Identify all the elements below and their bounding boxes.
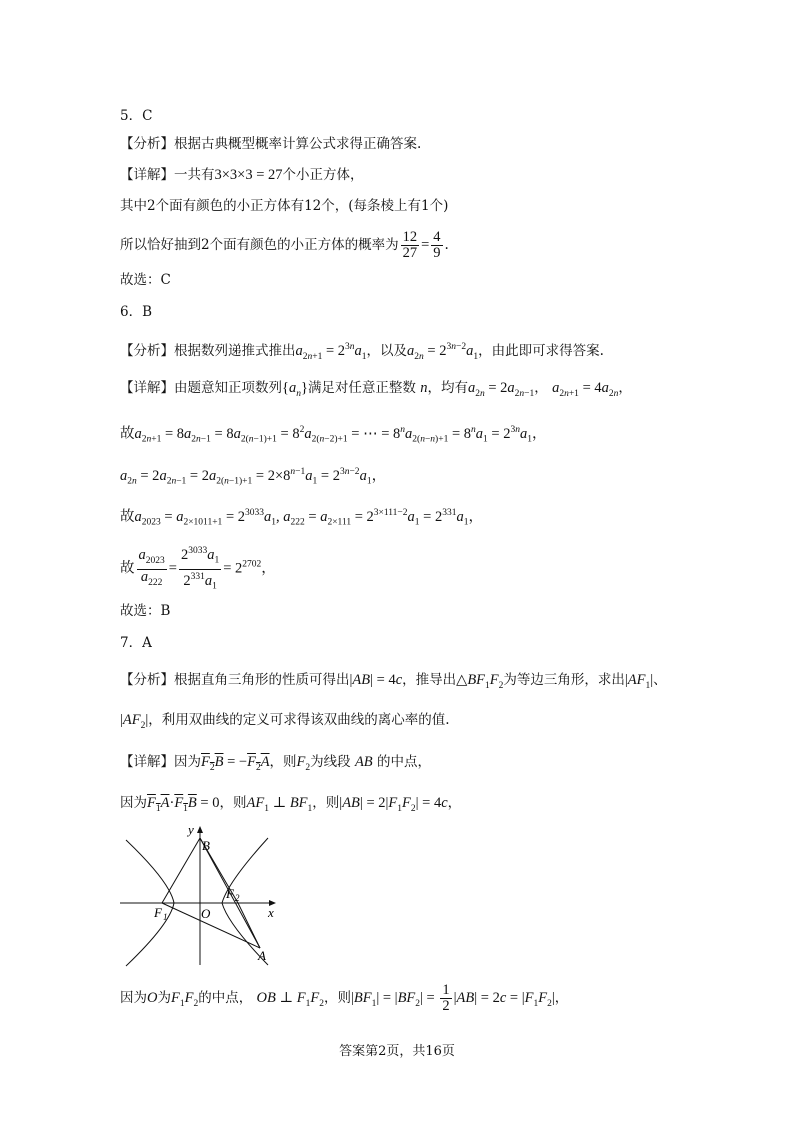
- line-F1-B: [162, 838, 200, 903]
- analysis-text: ，由此即可求得答案.: [478, 342, 604, 359]
- detail-text: 满足对任意正整数: [307, 380, 416, 396]
- svg-text:2: 2: [235, 893, 240, 903]
- svg-text:1: 1: [163, 912, 168, 922]
- fraction: [431, 230, 442, 261]
- q7-analysis-line1: 【分析】根据直角三角形的性质可得出|AB| = 4c，推导出$\triangle BF_1F_2$为等边三角形，求出$|AF_1|$、: [120, 672, 667, 691]
- analysis-tag: 【分析】: [120, 672, 174, 688]
- line-F2-A: [238, 903, 260, 948]
- q5-line2: 其中2个面有颜色的小正方体有12个，(每条棱上有1个): [120, 198, 449, 214]
- q7-last-line: 因为O为$F_1F_2$的中点， OB ⊥ $F_1F_2$，则$|BF_1| = |BF_2|$ = $\frac{1}{2}$ $|AB| = 2c = |F_1F_2|$，: [120, 982, 569, 1015]
- analysis-text: 根据直角三角形的性质可得出: [174, 672, 350, 688]
- detail-text: 为: [157, 990, 171, 1006]
- page-footer: 答案第2页，共16页: [339, 1044, 455, 1059]
- analysis-text: ，以及: [366, 342, 408, 359]
- q5-answer: 5．C: [120, 108, 153, 124]
- q7-detail-line2: 因为$F_1A\cdot F_1B = 0$，则$AF_1$ ⊥ $BF_1$，则$|AB| = 2|F_1F_2| = 4c$，: [120, 795, 462, 814]
- q7-detail-line1: 【详解】因为$F_2B = -F_2A$，则$F_2$为线段 AB 的中点，: [120, 754, 431, 773]
- detail-text: 由题意知正项数列: [174, 380, 282, 396]
- analysis-text: ，推导出: [402, 672, 457, 688]
- detail-text: 为线段: [310, 754, 351, 770]
- label-x: x: [268, 905, 274, 920]
- detail-text: 个小正方体，: [282, 167, 364, 183]
- label-A: A: [258, 948, 266, 963]
- label-O: O: [201, 906, 211, 921]
- fraction: [401, 230, 420, 261]
- label-y: y: [188, 822, 194, 837]
- detail-text: 因为: [174, 754, 201, 770]
- detail-text: 的中点，: [198, 990, 253, 1006]
- label-F2: F: [226, 886, 234, 901]
- fraction: $\frac{a_{2023}}{a_{222}}$: [138, 546, 165, 588]
- detail-text: 因为: [120, 990, 147, 1006]
- analysis-text: 根据数列递推式推出: [174, 342, 296, 359]
- count-expression: 3×3×3 = 27: [214, 167, 283, 183]
- detail-tag: 【详解】: [120, 754, 174, 770]
- text-gu: 故: [120, 425, 135, 442]
- detail-text: 一共有: [174, 167, 215, 183]
- analysis-text: 根据古典概型概率计算公式求得正确答案.: [174, 136, 422, 152]
- analysis-text: 、: [653, 672, 667, 688]
- detail-text: ，则: [219, 795, 247, 811]
- q5-detail-line1: [120, 165, 364, 185]
- text-gu: 故: [120, 560, 135, 577]
- q6-eq3: 故$a_{2023} = a_{2\times 1011+1} = 2^{3033}a_1$, $a_{222} = a_{2\times 111} = 2^{3\times 111-2}a_1 = 2^{331}a_1$，: [120, 508, 483, 528]
- analysis-tag: 【分析】: [120, 342, 174, 359]
- q6-answer: 6．B: [120, 304, 153, 320]
- ratio-base: 2: [235, 560, 243, 577]
- detail-text: ，则: [269, 754, 297, 770]
- numerator: 12: [402, 229, 418, 245]
- q6-choice: 故选：B: [120, 603, 171, 619]
- q6-detail: 【详解】由题意知正项数列$\{a_n\}$满足对任意正整数 n，均有$a_{2n} = 2a_{2n-1}$， $a_{2n+1} = 4a_{2n}$，: [120, 380, 632, 399]
- q6-analysis: 【分析】根据数列递推式推出$a_{2n+1} = 2^{3n}a_1$，以及$a_{2n} = 2^{3n-2}a_1$，由此即可求得答案.: [120, 342, 604, 362]
- line-F1-A: [162, 903, 260, 948]
- text-gu: 故: [120, 508, 135, 525]
- analysis-text: 为等边三角形，求出: [503, 672, 625, 688]
- denominator: 9: [433, 245, 441, 261]
- label-B: B: [202, 838, 210, 853]
- q6-eq2: $a_{2n} = 2a_{2n-1} = 2a_{2(n-1)+1} = 2\times 8^{n-1}a_1 = 2^{3n-2}a_1$，: [120, 467, 387, 487]
- label-F1: F: [154, 905, 162, 920]
- fraction: $\frac{2^{3033}a_1}{2^{331}a_1}$: [180, 546, 220, 592]
- q6-eq1: 故$a_{2n+1} = 8a_{2n-1} = 8a_{2(n-1)+1} = 8^2a_{2(n-2)+1}$ = ⋯ = $8^na_{2(n-n)+1} = 8^na_1 = 2^{3n}a_1$，: [120, 425, 547, 445]
- hyperbola-diagram: [118, 820, 283, 968]
- y-axis-arrow: [197, 826, 203, 833]
- detail-tag: 【详解】: [120, 380, 174, 396]
- q5-analysis: [120, 134, 421, 154]
- hyperbola-right-branch: [222, 838, 268, 965]
- q5-line3: 所以恰好抽到2个面有颜色的小正方体的概率为 $\frac{12}{27}$ = $\frac{4}{9}$ .: [120, 229, 449, 261]
- detail-text: 因为: [120, 795, 147, 811]
- q5-choice: 故选：C: [120, 272, 171, 288]
- q7-analysis-line2: $|AF_2|$，利用双曲线的定义可求得该双曲线的离心率的值.: [120, 712, 450, 731]
- probability-text: 所以恰好抽到2个面有颜色的小正方体的概率为: [120, 237, 399, 253]
- q7-answer: 7．A: [120, 635, 152, 651]
- detail-tag: 【详解】: [120, 167, 174, 183]
- q6-eq4: 故 $\frac{a_{2023}}{a_{222}}$ = $\frac{2^{3033}a_1}{2^{331}a_1}$ = $2^{2702}$，: [120, 544, 276, 594]
- numerator: 4: [433, 229, 441, 245]
- detail-text: ，则: [312, 795, 340, 811]
- denominator: 27: [402, 245, 418, 261]
- analysis-text: ，利用双曲线的定义可求得该双曲线的离心率的值.: [148, 712, 450, 728]
- analysis-tag: 【分析】: [120, 136, 174, 152]
- detail-text: ，则: [323, 990, 351, 1006]
- detail-text: ，均有: [427, 380, 468, 396]
- detail-text: 的中点，: [376, 754, 431, 770]
